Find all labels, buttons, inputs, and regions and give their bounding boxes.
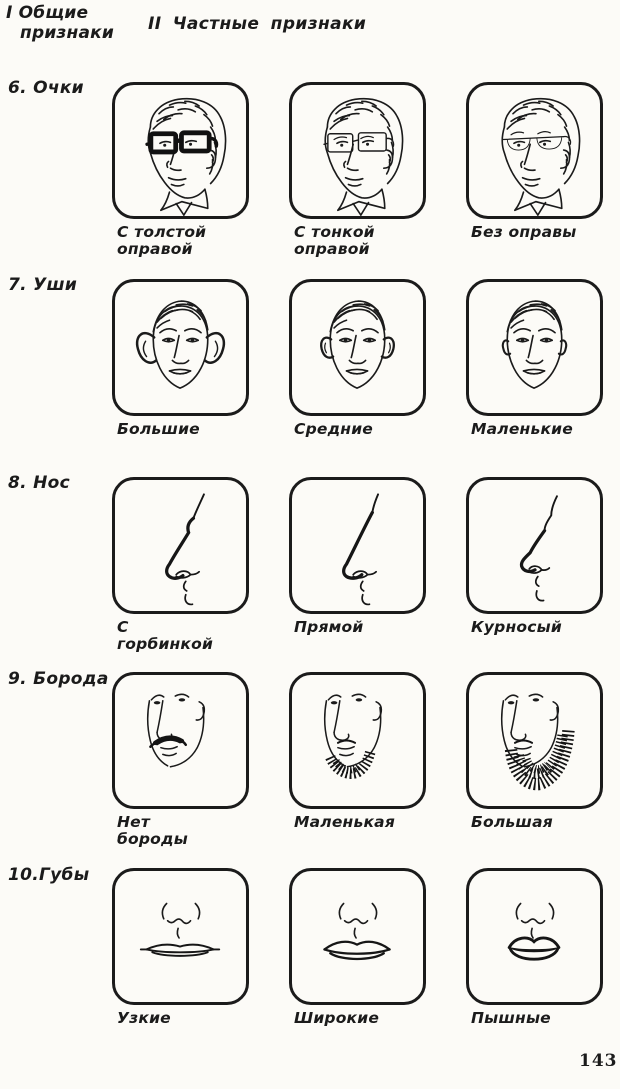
feature-cell — [466, 82, 606, 241]
feature-caption: С толстой оправой — [117, 223, 207, 259]
face-box — [112, 82, 249, 219]
face-small-ears-drawing — [469, 282, 600, 413]
feature-caption: Узкие — [117, 1009, 171, 1027]
face-box — [466, 672, 603, 809]
column-1-heading: I Общие признаки — [6, 3, 114, 44]
face-box — [289, 82, 426, 219]
feature-caption: С тонкой оправой — [294, 223, 375, 259]
feature-cell — [466, 672, 606, 831]
face-large-beard-drawing — [469, 675, 600, 806]
face-box — [112, 868, 249, 1005]
feature-cell — [289, 279, 429, 438]
section-label-glasses: 6. Очки — [8, 78, 84, 98]
face-box — [466, 477, 603, 614]
feature-caption: Курносый — [471, 618, 562, 636]
feature-cell — [289, 477, 429, 636]
face-thin-frame-glasses-drawing — [292, 85, 423, 216]
nose-humped-profile-drawing — [115, 480, 246, 611]
face-box — [466, 868, 603, 1005]
section-label-lips: 10.Губы — [8, 865, 90, 885]
face-large-ears-drawing — [115, 282, 246, 413]
feature-cell — [466, 279, 606, 438]
face-thick-frame-glasses-drawing — [115, 85, 246, 216]
feature-cell — [466, 477, 606, 636]
feature-cell — [289, 82, 429, 259]
feature-caption: Большие — [117, 420, 200, 438]
feature-caption: Маленькая — [294, 813, 395, 831]
lips-full-drawing — [469, 871, 600, 1002]
section-label-ears: 7. Уши — [8, 275, 78, 295]
feature-caption: Прямой — [294, 618, 364, 636]
section-label-beard: 9. Борода — [8, 669, 109, 689]
face-mustache-no-beard-drawing — [115, 675, 246, 806]
face-box — [289, 477, 426, 614]
feature-cell — [112, 672, 252, 849]
face-box — [289, 279, 426, 416]
feature-cell — [112, 279, 252, 438]
feature-caption: Нет бороды — [117, 813, 188, 849]
face-box — [466, 82, 603, 219]
feature-caption: Широкие — [294, 1009, 380, 1027]
column-2-heading: II Частные признаки — [148, 14, 367, 34]
feature-caption: Без оправы — [471, 223, 577, 241]
lips-narrow-drawing — [115, 871, 246, 1002]
feature-caption: Средние — [294, 420, 373, 438]
lips-wide-drawing — [292, 871, 423, 1002]
face-box — [289, 868, 426, 1005]
feature-cell — [289, 672, 429, 831]
nose-straight-profile-drawing — [292, 480, 423, 611]
feature-caption: Маленькие — [471, 420, 573, 438]
page-number: 143 — [579, 1051, 618, 1071]
feature-caption: Большая — [471, 813, 553, 831]
feature-cell — [466, 868, 606, 1027]
face-box — [112, 477, 249, 614]
face-small-beard-drawing — [292, 675, 423, 806]
feature-caption: Пышные — [471, 1009, 551, 1027]
face-rimless-glasses-drawing — [469, 85, 600, 216]
face-box — [289, 672, 426, 809]
face-medium-ears-drawing — [292, 282, 423, 413]
face-box — [112, 672, 249, 809]
feature-caption: С горбинкой — [117, 618, 214, 654]
feature-cell — [289, 868, 429, 1027]
feature-cell — [112, 477, 252, 654]
face-box — [466, 279, 603, 416]
feature-cell — [112, 868, 252, 1027]
face-box — [112, 279, 249, 416]
feature-cell — [112, 82, 252, 259]
section-label-nose: 8. Нос — [8, 473, 70, 493]
nose-snub-profile-drawing — [469, 480, 600, 611]
